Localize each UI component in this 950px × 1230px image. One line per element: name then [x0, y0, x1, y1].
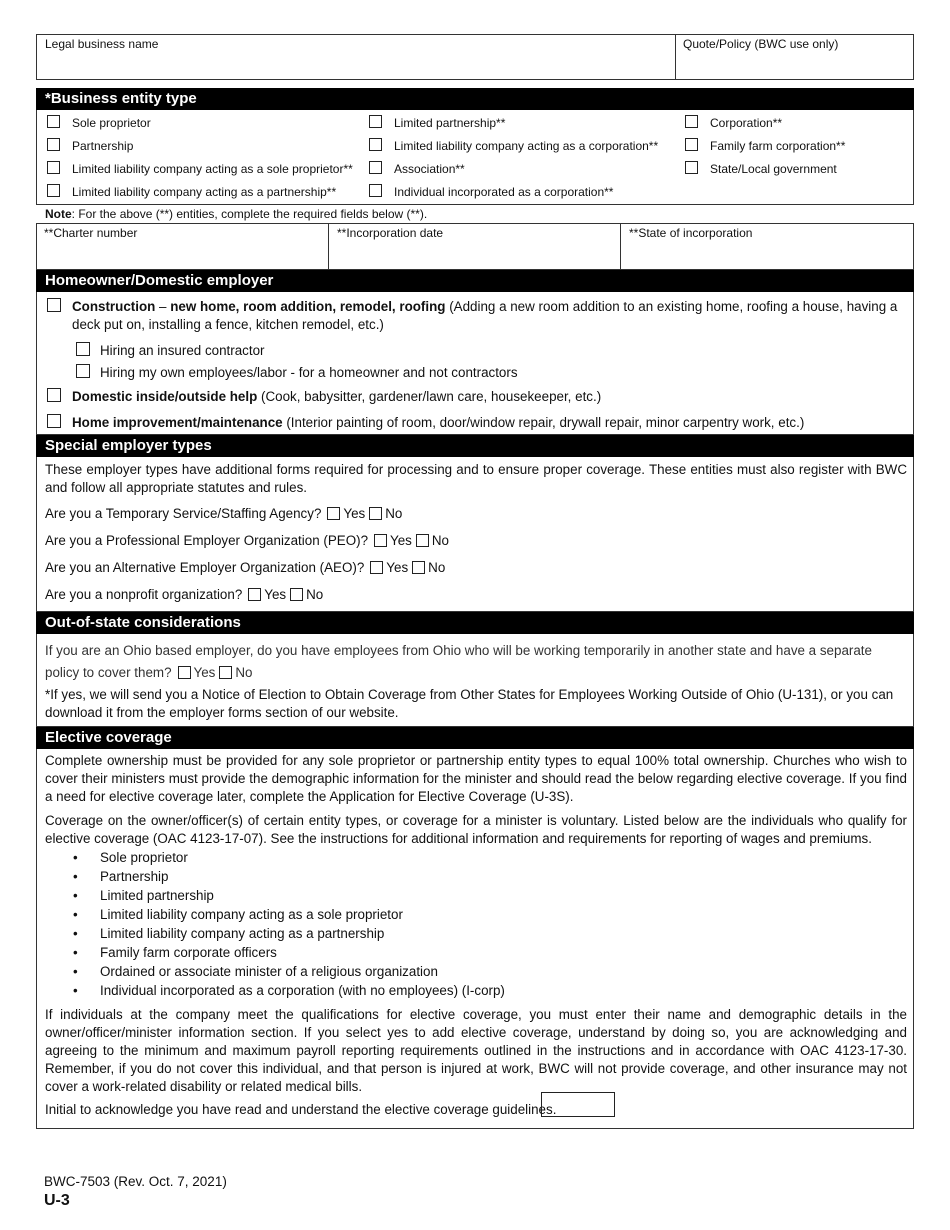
form-code: U-3 — [44, 1192, 70, 1209]
aeo-text: Are you an Alternative Employer Organization (AEO)? — [45, 560, 365, 575]
no-label: No — [431, 533, 449, 548]
aeo-question — [45, 560, 445, 575]
construction-text — [72, 298, 902, 334]
nonprofit-question — [45, 587, 323, 602]
individual-corporation-checkbox[interactable] — [369, 184, 382, 197]
llc-partnership-label: Limited liability company acting as a partnership** — [72, 185, 337, 199]
own-employees-checkbox[interactable] — [76, 364, 90, 378]
legal-business-name-label: Legal business name — [45, 37, 159, 51]
sole-proprietor-label: Sole proprietor — [72, 116, 151, 130]
elective-paragraph-3: If individuals at the company meet the qualifications for elective coverage, you must enter their name and demographic details in the owner/officer/minister information section. If you select yes to add elective coverage, understand by doing so, you are acknowledging and agreeing to the minimum and maximum payroll reporting requirements outlined in the instructions and in accordance with OAC 4123-17-30. Remember, if you do not cover this individual, and that person is injured at work, BWC will not provide coverage, and other insurance may not cover a work-related disability or related medical bills. — [45, 1007, 907, 1094]
llc-corporation-label: Limited liability company acting as a corporation** — [394, 139, 659, 153]
temp-agency-no-checkbox[interactable] — [369, 507, 382, 520]
construction-checkbox[interactable] — [47, 298, 61, 312]
state-of-incorporation-label: **State of incorporation — [629, 226, 753, 240]
peo-no-checkbox[interactable] — [416, 534, 429, 547]
insured-contractor-label: Hiring an insured contractor — [100, 343, 265, 358]
domestic-help-text — [72, 389, 601, 404]
temp-agency-text: Are you a Temporary Service/Staffing Agency? — [45, 506, 322, 521]
limited-partnership-label: Limited partnership** — [394, 116, 506, 130]
state-local-government-checkbox[interactable] — [685, 161, 698, 174]
special-employer-header: Special employer types — [36, 435, 914, 457]
individual-corporation-label: Individual incorporated as a corporation** — [394, 185, 614, 199]
home-improvement-text — [72, 415, 804, 430]
elective-coverage-header: Elective coverage — [36, 727, 914, 749]
temp-agency-yes-checkbox[interactable] — [327, 507, 340, 520]
own-employees-label: Hiring my own employees/labor - for a homeowner and not contractors — [100, 365, 518, 380]
quote-policy-field — [675, 34, 914, 80]
home-rest: (Interior painting of room, door/window repair, drywall repair, minor carpentry work, etc.) — [282, 415, 805, 430]
no-label: No — [306, 587, 324, 602]
corporation-checkbox[interactable] — [685, 115, 698, 128]
out-of-state-question-text: If you are an Ohio based employer, do you have employees from Ohio who will be working temporarily in another state and have a separate policy to cover them? — [45, 643, 872, 680]
yes-label: Yes — [193, 665, 216, 680]
llc-corporation-checkbox[interactable] — [369, 138, 382, 151]
partnership-label: Partnership — [72, 139, 134, 153]
peo-text: Are you a Professional Employer Organization (PEO)? — [45, 533, 369, 548]
elective-paragraph-1: Complete ownership must be provided for any sole proprietor or partnership entity types to equal 100% total ownership. Churches who wish to cover their ministers must provide the demographic information for the minister and should read the below regarding elective coverage. If you find a need for elective coverage later, complete the Application for Elective Coverage (U-3S). — [45, 753, 907, 804]
out-of-state-question — [45, 640, 907, 684]
special-intro: These employer types have additional forms required for processing and to ensure proper coverage. These entities must also register with BWC and follow all appropriate statutes and rules. — [45, 462, 907, 495]
association-label: Association** — [394, 162, 465, 176]
yes-label: Yes — [343, 506, 366, 521]
corporation-label: Corporation** — [710, 116, 783, 130]
form-id: BWC-7503 (Rev. Oct. 7, 2021) — [44, 1174, 227, 1189]
list-item: • Sole proprietor — [70, 848, 505, 867]
out-of-state-no-checkbox[interactable] — [219, 666, 232, 679]
family-farm-corporation-checkbox[interactable] — [685, 138, 698, 151]
entity-note — [45, 207, 427, 221]
initial-input[interactable] — [541, 1092, 615, 1117]
insured-contractor-checkbox[interactable] — [76, 342, 90, 356]
out-of-state-header: Out-of-state considerations — [36, 612, 914, 634]
state-of-incorporation-input[interactable] — [621, 242, 913, 269]
limited-partnership-checkbox[interactable] — [369, 115, 382, 128]
llc-sole-proprietor-checkbox[interactable] — [47, 161, 60, 174]
out-of-state-note: *If yes, we will send you a Notice of Election to Obtain Coverage from Other States for Employees Working Outside of Ohio (U-131), or you can download it from the employer forms section of our website. — [45, 687, 894, 720]
home-bold: Home improvement/maintenance — [72, 415, 283, 430]
domestic-help-checkbox[interactable] — [47, 388, 61, 402]
charter-number-input[interactable] — [37, 242, 327, 269]
construction-rest: (Adding a new room addition to an existing home, roofing a house, having a deck put on, installing a fence, kitchen remodel, etc.) — [72, 299, 898, 332]
list-item: • Ordained or associate minister of a religious organization — [70, 962, 505, 981]
no-label: No — [385, 506, 403, 521]
legal-business-name-field[interactable] — [36, 34, 676, 80]
domestic-bold: Domestic inside/outside help — [72, 389, 258, 404]
entity-type-header: *Business entity type — [36, 88, 914, 110]
no-label: No — [428, 560, 446, 575]
list-item: • Limited liability company acting as a partnership — [70, 924, 505, 943]
list-item: • Limited partnership — [70, 886, 505, 905]
home-improvement-checkbox[interactable] — [47, 414, 61, 428]
homeowner-header: Homeowner/Domestic employer — [36, 270, 914, 292]
elective-list — [70, 848, 505, 1000]
list-item: • Partnership — [70, 867, 505, 886]
incorporation-date-input[interactable] — [329, 242, 619, 269]
family-farm-corporation-label: Family farm corporation** — [710, 139, 846, 153]
incorporation-date-label: **Incorporation date — [337, 226, 444, 240]
list-item: • Individual incorporated as a corporation (with no employees) (I-corp) — [70, 981, 505, 1000]
list-item: • Limited liability company acting as a sole proprietor — [70, 905, 505, 924]
quote-policy-label: Quote/Policy (BWC use only) — [683, 37, 839, 51]
aeo-no-checkbox[interactable] — [412, 561, 425, 574]
no-label: No — [235, 665, 253, 680]
peo-yes-checkbox[interactable] — [374, 534, 387, 547]
construction-bold2: new home, room addition, remodel, roofing — [170, 299, 446, 314]
association-checkbox[interactable] — [369, 161, 382, 174]
partnership-checkbox[interactable] — [47, 138, 60, 151]
aeo-yes-checkbox[interactable] — [370, 561, 383, 574]
nonprofit-text: Are you a nonprofit organization? — [45, 587, 243, 602]
domestic-rest: (Cook, babysitter, gardener/lawn care, housekeeper, etc.) — [257, 389, 602, 404]
list-item: • Family farm corporate officers — [70, 943, 505, 962]
temp-agency-question — [45, 506, 402, 521]
construction-bold: Construction — [72, 299, 156, 314]
nonprofit-no-checkbox[interactable] — [290, 588, 303, 601]
peo-question — [45, 533, 449, 548]
nonprofit-yes-checkbox[interactable] — [248, 588, 261, 601]
construction-dash: – — [155, 299, 171, 314]
llc-partnership-checkbox[interactable] — [47, 184, 60, 197]
sole-proprietor-checkbox[interactable] — [47, 115, 60, 128]
yes-label: Yes — [386, 560, 409, 575]
charter-number-label: **Charter number — [44, 226, 138, 240]
note-bold: Note — [45, 207, 72, 221]
initial-acknowledge-label: Initial to acknowledge you have read and understand the elective coverage guidelines. — [45, 1102, 557, 1117]
llc-sole-proprietor-label: Limited liability company acting as a sole proprietor** — [72, 162, 353, 176]
elective-paragraph-2: Coverage on the owner/officer(s) of certain entity types, or coverage for a minister is voluntary. Listed below are the individuals who qualify for elective coverage (OAC 4123-17-07). See the instructions for additional information and requirements for reporting of wages and premiums. — [45, 813, 907, 846]
state-local-government-label: State/Local government — [710, 162, 837, 176]
yes-label: Yes — [264, 587, 287, 602]
out-of-state-yes-checkbox[interactable] — [178, 666, 191, 679]
yes-label: Yes — [390, 533, 412, 548]
note-text: : For the above (**) entities, complete the required fields below (**). — [71, 207, 428, 221]
